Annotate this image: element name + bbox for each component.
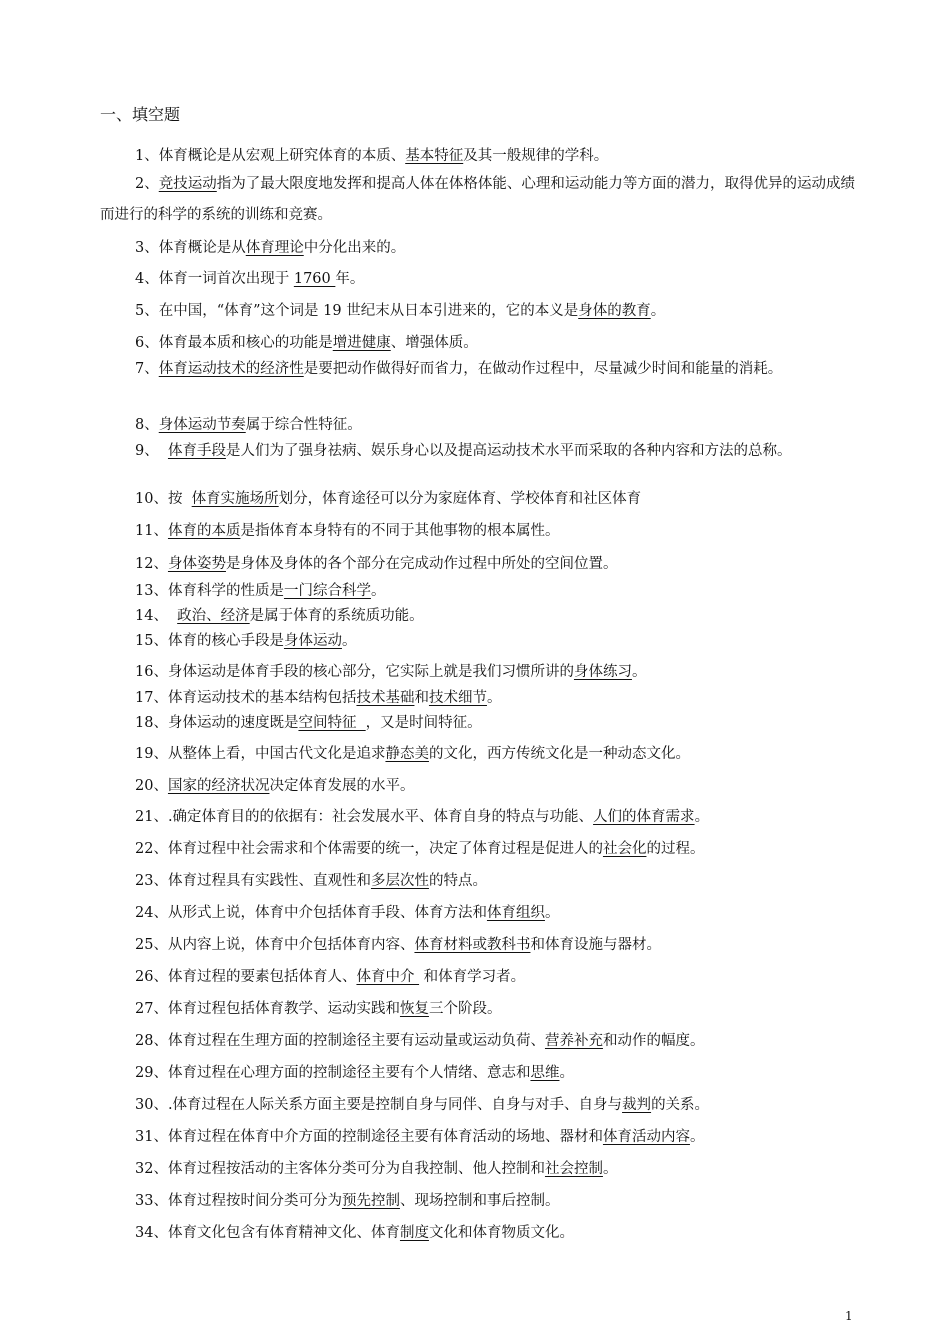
question-20: [100, 771, 855, 802]
question-text: 34、体育文化包含有体育精神文化、体育: [135, 1225, 400, 1241]
question-text: 。: [370, 583, 386, 599]
question-text: 指为了最大限度地发挥和提高人体在体格体能、心理和运动能力等方面的潜力，取得优异的运动成绩而进行的科学的系统的训练和竞赛。: [100, 176, 856, 223]
question-text: 及其一般规律的学科。: [463, 148, 609, 164]
answer-blank: 预先控制: [341, 1193, 400, 1209]
answer-blank: 社会化: [602, 841, 647, 857]
question-1: [100, 141, 855, 172]
question-text: 和体育学习者。: [419, 969, 526, 985]
question-15: [100, 626, 855, 657]
question-text: 20、: [135, 778, 168, 794]
question-text: 和: [414, 690, 429, 706]
question-24: [100, 898, 855, 929]
question-text: 21、.确定体育目的的依据有：社会发展水平、体育自身的特点与功能、: [135, 809, 594, 825]
question-text: 15、体育的核心手段是: [135, 633, 284, 649]
question-text: 和体育设施与器材。: [530, 937, 661, 953]
question-22: [100, 834, 855, 865]
question-18: [100, 708, 855, 739]
answer-blank: 制度: [399, 1225, 429, 1241]
question-text: 4、体育一词首次出现于: [135, 271, 294, 287]
section-title: 一、填空题: [100, 105, 181, 124]
question-text: 、现场控制和事后控制。: [399, 1193, 560, 1209]
answer-blank: 社会控制: [544, 1161, 603, 1177]
question-text: 29、体育过程在心理方面的控制途径主要有个人情绪、意志和: [135, 1065, 531, 1081]
question-33: [100, 1186, 855, 1217]
answer-blank: 体育运动技术的经济性: [158, 361, 304, 377]
answer-blank: 技术基础: [356, 690, 415, 706]
question-text: 是身体及身体的各个部分在完成动作过程中所处的空间位置。: [225, 556, 618, 572]
answer-blank: 身体练习: [573, 664, 632, 680]
question-text: 是属于体育的系统质功能。: [249, 608, 424, 624]
answer-blank: 基本特征: [405, 148, 464, 164]
question-text: 。: [650, 303, 666, 319]
question-9: [100, 436, 855, 467]
answer-blank: 多层次性: [370, 873, 429, 889]
question-text: 。: [689, 1129, 705, 1145]
question-text: 是指体育本身特有的不同于其他事物的根本属性。: [240, 523, 560, 539]
question-23: [100, 866, 855, 897]
question-text: 。: [559, 1065, 574, 1081]
answer-blank: 人们的体育需求: [593, 809, 695, 825]
question-text: 的特点。: [428, 873, 487, 889]
question-text: 31、体育过程在体育中介方面的控制途径主要有体育活动的场地、器材和: [135, 1129, 603, 1145]
answer-blank: 身体运动节奏: [158, 417, 246, 433]
answer-blank: 静态美: [385, 746, 429, 762]
question-text: 30、.体育过程在人际关系方面主要是控制自身与同伴、自身与对手、自身与: [135, 1097, 623, 1113]
question-text: 。: [544, 905, 560, 921]
question-28: [100, 1026, 855, 1057]
question-text: 。: [486, 690, 502, 706]
question-11: [100, 516, 855, 547]
answer-blank: 身体姿势: [167, 556, 226, 572]
question-text: 中分化出来的。: [303, 240, 406, 256]
question-text: 17、体育运动技术的基本结构包括: [135, 690, 357, 706]
question-text: 26、体育过程的要素包括体育人、: [135, 969, 357, 985]
question-text: 11、: [135, 523, 168, 539]
question-text: 18、身体运动的速度既是: [135, 715, 299, 731]
question-text: 3、体育概论是从: [135, 240, 246, 256]
question-text: 属于综合性特征。: [245, 417, 362, 433]
question-text: 1、体育概论是从宏观上研究体育的本质、: [135, 148, 406, 164]
question-text: 14、: [135, 608, 178, 624]
question-text: 、增强体质。: [390, 335, 478, 351]
question-text: 24、从形式上说，体育中介包括体育手段、体育方法和: [135, 905, 487, 921]
question-text: 7、: [135, 361, 159, 377]
question-26: [100, 962, 855, 993]
question-text: 13、体育科学的性质是: [135, 583, 284, 599]
question-text: 27、体育过程包括体育教学、运动实践和: [135, 1001, 400, 1017]
question-text: 。: [631, 664, 647, 680]
question-text: 12、: [135, 556, 168, 572]
question-31: [100, 1122, 855, 1153]
question-27: [100, 994, 855, 1025]
question-text: 。: [694, 809, 710, 825]
question-text: 9、: [135, 443, 168, 459]
question-text: 文化和体育物质文化。: [428, 1225, 574, 1241]
question-2: [100, 169, 855, 231]
question-19: [100, 739, 855, 770]
answer-blank: 思维: [530, 1065, 560, 1081]
answer-blank: 体育实施场所: [191, 491, 279, 507]
question-text: 决定体育发展的水平。: [269, 778, 415, 794]
question-25: [100, 930, 855, 961]
answer-blank: 体育材料或教科书: [414, 937, 531, 953]
question-text: 是人们为了强身祛病、娱乐身心以及提高运动技术水平而采取的各种内容和方法的总称。: [225, 443, 792, 459]
page-number: 1: [845, 1309, 853, 1323]
question-10: [100, 484, 855, 515]
question-text: 10、按: [135, 491, 192, 507]
question-text: 的过程。: [646, 841, 705, 857]
question-text: 的关系。: [651, 1097, 710, 1113]
answer-blank: 竞技运动: [158, 176, 217, 192]
question-34: [100, 1218, 855, 1249]
question-text: 2、: [135, 176, 159, 192]
answer-blank: 裁判: [622, 1097, 652, 1113]
question-text: ，又是时间特征。: [365, 715, 482, 731]
question-32: [100, 1154, 855, 1185]
answer-blank: 体育组织: [486, 905, 545, 921]
question-3: [100, 233, 855, 264]
question-text: 的文化，西方传统文化是一种动态文化。: [428, 746, 690, 762]
question-text: 是要把动作做得好而省力，在做动作过程中，尽量减少时间和能量的消耗。: [303, 361, 783, 377]
answer-blank: 身体运动: [283, 633, 342, 649]
question-text: 32、体育过程按活动的主客体分类可分为自我控制、他人控制和: [135, 1161, 545, 1177]
question-text: 19、从整体上看，中国古代文化是追求: [135, 746, 386, 762]
question-5: [100, 296, 855, 327]
answer-blank: 体育中介: [356, 969, 420, 985]
answer-blank: 政治、经济: [177, 608, 250, 624]
question-text: 三个阶段。: [428, 1001, 502, 1017]
question-21: [100, 802, 855, 833]
question-text: 。: [602, 1161, 618, 1177]
answer-blank: 营养补充: [544, 1033, 603, 1049]
question-4: [100, 264, 855, 295]
question-text: 28、体育过程在生理方面的控制途径主要有运动量或运动负荷、: [135, 1033, 545, 1049]
answer-blank: 体育的本质: [167, 523, 241, 539]
question-text: 6、体育最本质和核心的功能是: [135, 335, 333, 351]
question-text: 23、体育过程具有实践性、直观性和: [135, 873, 371, 889]
answer-blank: 体育活动内容: [602, 1129, 690, 1145]
question-text: 25、从内容上说，体育中介包括体育内容、: [135, 937, 415, 953]
answer-blank: 恢复: [399, 1001, 429, 1017]
answer-blank: 1760: [293, 271, 336, 287]
question-7: [100, 354, 855, 385]
question-text: 33、体育过程按时间分类可分为: [135, 1193, 342, 1209]
question-text: 22、体育过程中社会需求和个体需要的统一，决定了体育过程是促进人的: [135, 841, 603, 857]
question-text: 年。: [335, 271, 365, 287]
question-text: 和动作的幅度。: [602, 1033, 705, 1049]
question-text: 划分，体育途径可以分为家庭体育、学校体育和社区体育: [278, 491, 642, 507]
answer-blank: 增进健康: [332, 335, 391, 351]
question-text: 16、身体运动是体育手段的核心部分，它实际上就是我们习惯所讲的: [135, 664, 574, 680]
answer-blank: 一门综合科学: [283, 583, 371, 599]
answer-blank: 体育手段: [167, 443, 226, 459]
answer-blank: 体育理论: [245, 240, 304, 256]
answer-blank: 身体的教育: [578, 303, 651, 319]
answer-blank: 国家的经济状况: [167, 778, 270, 794]
answer-blank: 技术细节: [428, 690, 487, 706]
answer-blank: 空间特征: [298, 715, 366, 731]
question-text: 8、: [135, 417, 159, 433]
question-30: [100, 1090, 855, 1121]
question-text: 。: [341, 633, 357, 649]
question-29: [100, 1058, 855, 1089]
question-text: 5、在中国，“体育”这个词是 19 世纪末从日本引进来的，它的本义是: [135, 303, 579, 319]
